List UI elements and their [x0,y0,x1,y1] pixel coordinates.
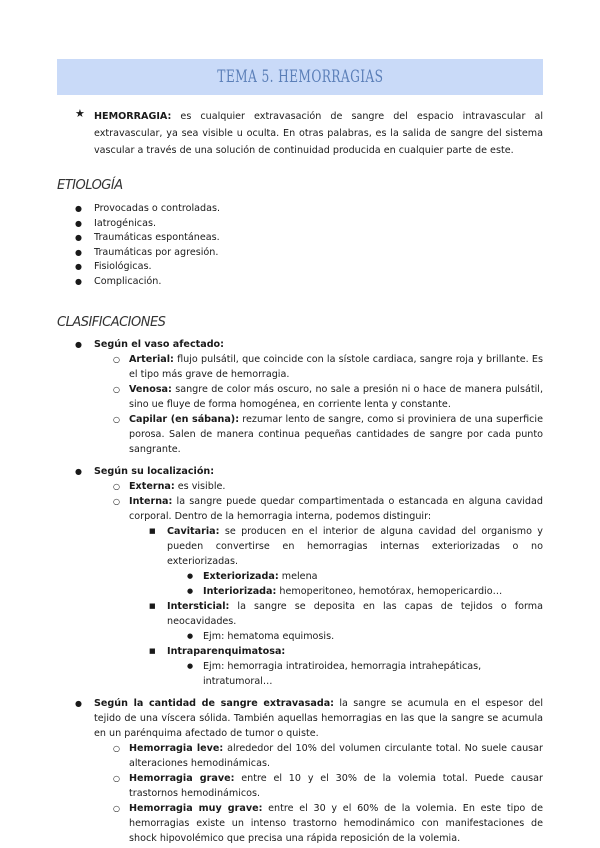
interna-text: la sangre puede quedar compartimentada o estancada en alguna cavidad corporal. Dentro de la hemorragia interna, podemos distinguir: [129,496,543,522]
ejm-text: Ejm: hematoma equimosis. [203,631,335,642]
etiologia-list [57,202,543,290]
square-bullet-icon: ■ [149,647,156,655]
leve-term: Hemorragia leve: [129,743,224,754]
list-item: ● Provocadas o controladas. [57,202,543,217]
muygrave-text: entre el 30 y el 60% de la volemia. En este tipo de hemorragias existe un intenso trastorno hemodinámico con manifestaciones de shock hipovolémico que precisa una rápida reposición de la volemia. [129,803,544,844]
definition-term: HEMORRAGIA: [94,111,172,122]
bullet-icon: ● [187,587,194,595]
intersticial-term: Intersticial: [167,601,230,612]
ejm-text: Ejm: hemorragia intratiroidea, hemorragia intrahepáticas, intratumoral… [203,661,482,687]
definition-paragraph [94,108,543,159]
cavitaria-term: Cavitaria: [167,526,220,537]
circle-bullet-icon: ○ [113,355,120,364]
cavitaria-text: se producen en el interior de alguna cavidad del organismo y pueden convertirse en hemorragias internas exteriorizadas o no exteriorizadas. [167,526,543,567]
circle-bullet-icon: ○ [113,774,120,783]
clasificaciones-body [57,337,543,846]
exteriorizada-term: Exteriorizada: [203,571,279,582]
circle-bullet-icon: ○ [113,482,120,491]
arterial-text: flujo pulsátil, que coincide con la sístole cardiaca, sangre roja y brillante. Es el tipo más grave de hemorragia. [129,354,543,380]
list-item: ● Complicación. [57,275,543,290]
interiorizada-term: Interiorizada: [203,586,277,597]
circle-bullet-icon: ○ [113,415,120,424]
list-item: ● Traumáticas por agresión. [57,246,543,261]
title-banner [57,59,543,95]
exteriorizada-text: melena [278,571,318,582]
intersticial-text: la sangre se deposita en las capas de tejidos o forma neocavidades. [167,601,543,627]
grave-term: Hemorragia grave: [129,773,235,784]
arterial-term: Arterial: [129,354,174,365]
square-bullet-icon: ■ [149,602,156,610]
interna-term: Interna: [129,496,173,507]
capilar-term: Capilar (en sábana): [129,414,240,425]
list-item: ● Fisiológicas. [57,260,543,275]
etiologia-heading: ETIOLOGÍA [57,178,123,193]
list-item: ● Iatrogénicas. [57,217,543,232]
bullet-icon: ● [187,662,194,670]
circle-bullet-icon: ○ [113,385,120,394]
cantidad-text: la sangre se acumula en el espesor del tejido de una víscera sólida. También aquellas hemorragias en las que la sangre se acumula en un parénquima afectado de tumor o quiste. [94,698,543,739]
externa-text: es visible. [174,481,226,492]
interiorizada-text: hemoperitoneo, hemotórax, hemopericardio… [276,586,503,597]
bullet-icon: ● [75,340,82,349]
muygrave-term: Hemorragia muy grave: [129,803,263,814]
cantidad-title: Según la cantidad de sangre extravasada: [94,698,335,709]
bullet-icon: ● [187,572,194,580]
grave-text: entre el 10 y el 30% de la volemia total. Puede causar trastornos hemodinámicos. [129,773,543,799]
intraparenquimatosa-term: Intraparenquimatosa: [167,646,286,657]
venosa-term: Venosa: [129,384,172,395]
clasificaciones-heading: CLASIFICACIONES [57,315,166,330]
vaso-title: Según el vaso afectado: [94,339,224,350]
externa-term: Externa: [129,481,175,492]
page-title: TEMA 5. HEMORRAGIAS [216,67,384,87]
capilar-text: rezumar lento de sangre, como si proviniera de una superficie porosa. Salen de manera continua pequeñas cantidades de sangre por cada punto sangrante. [129,414,543,455]
definition-text: es cualquier extravasación de sangre del espacio intravascular al extravascular, ya sea visible u oculta. En otras palabras, es la salida de sangre del sistema vascular a través de una solución de continuidad producida en cualquier parte de este. [94,111,543,156]
list-item: ● Traumáticas espontáneas. [57,231,543,246]
circle-bullet-icon: ○ [113,804,120,813]
bullet-icon: ● [75,467,82,476]
star-bullet-icon: ★ [75,107,85,120]
bullet-icon: ● [75,699,82,708]
square-bullet-icon: ■ [149,527,156,535]
localizacion-title: Según su localización: [94,466,215,477]
circle-bullet-icon: ○ [113,744,120,753]
venosa-text: sangre de color más oscuro, no sale a presión ni o hace de manera pulsátil, sino ue fluye de forma homogénea, en corriente lenta y constante. [129,384,543,410]
circle-bullet-icon: ○ [113,497,120,506]
bullet-icon: ● [187,632,194,640]
leve-text: alrededor del 10% del volumen circulante total. No suele causar alteraciones hemodinámicas. [129,743,543,769]
